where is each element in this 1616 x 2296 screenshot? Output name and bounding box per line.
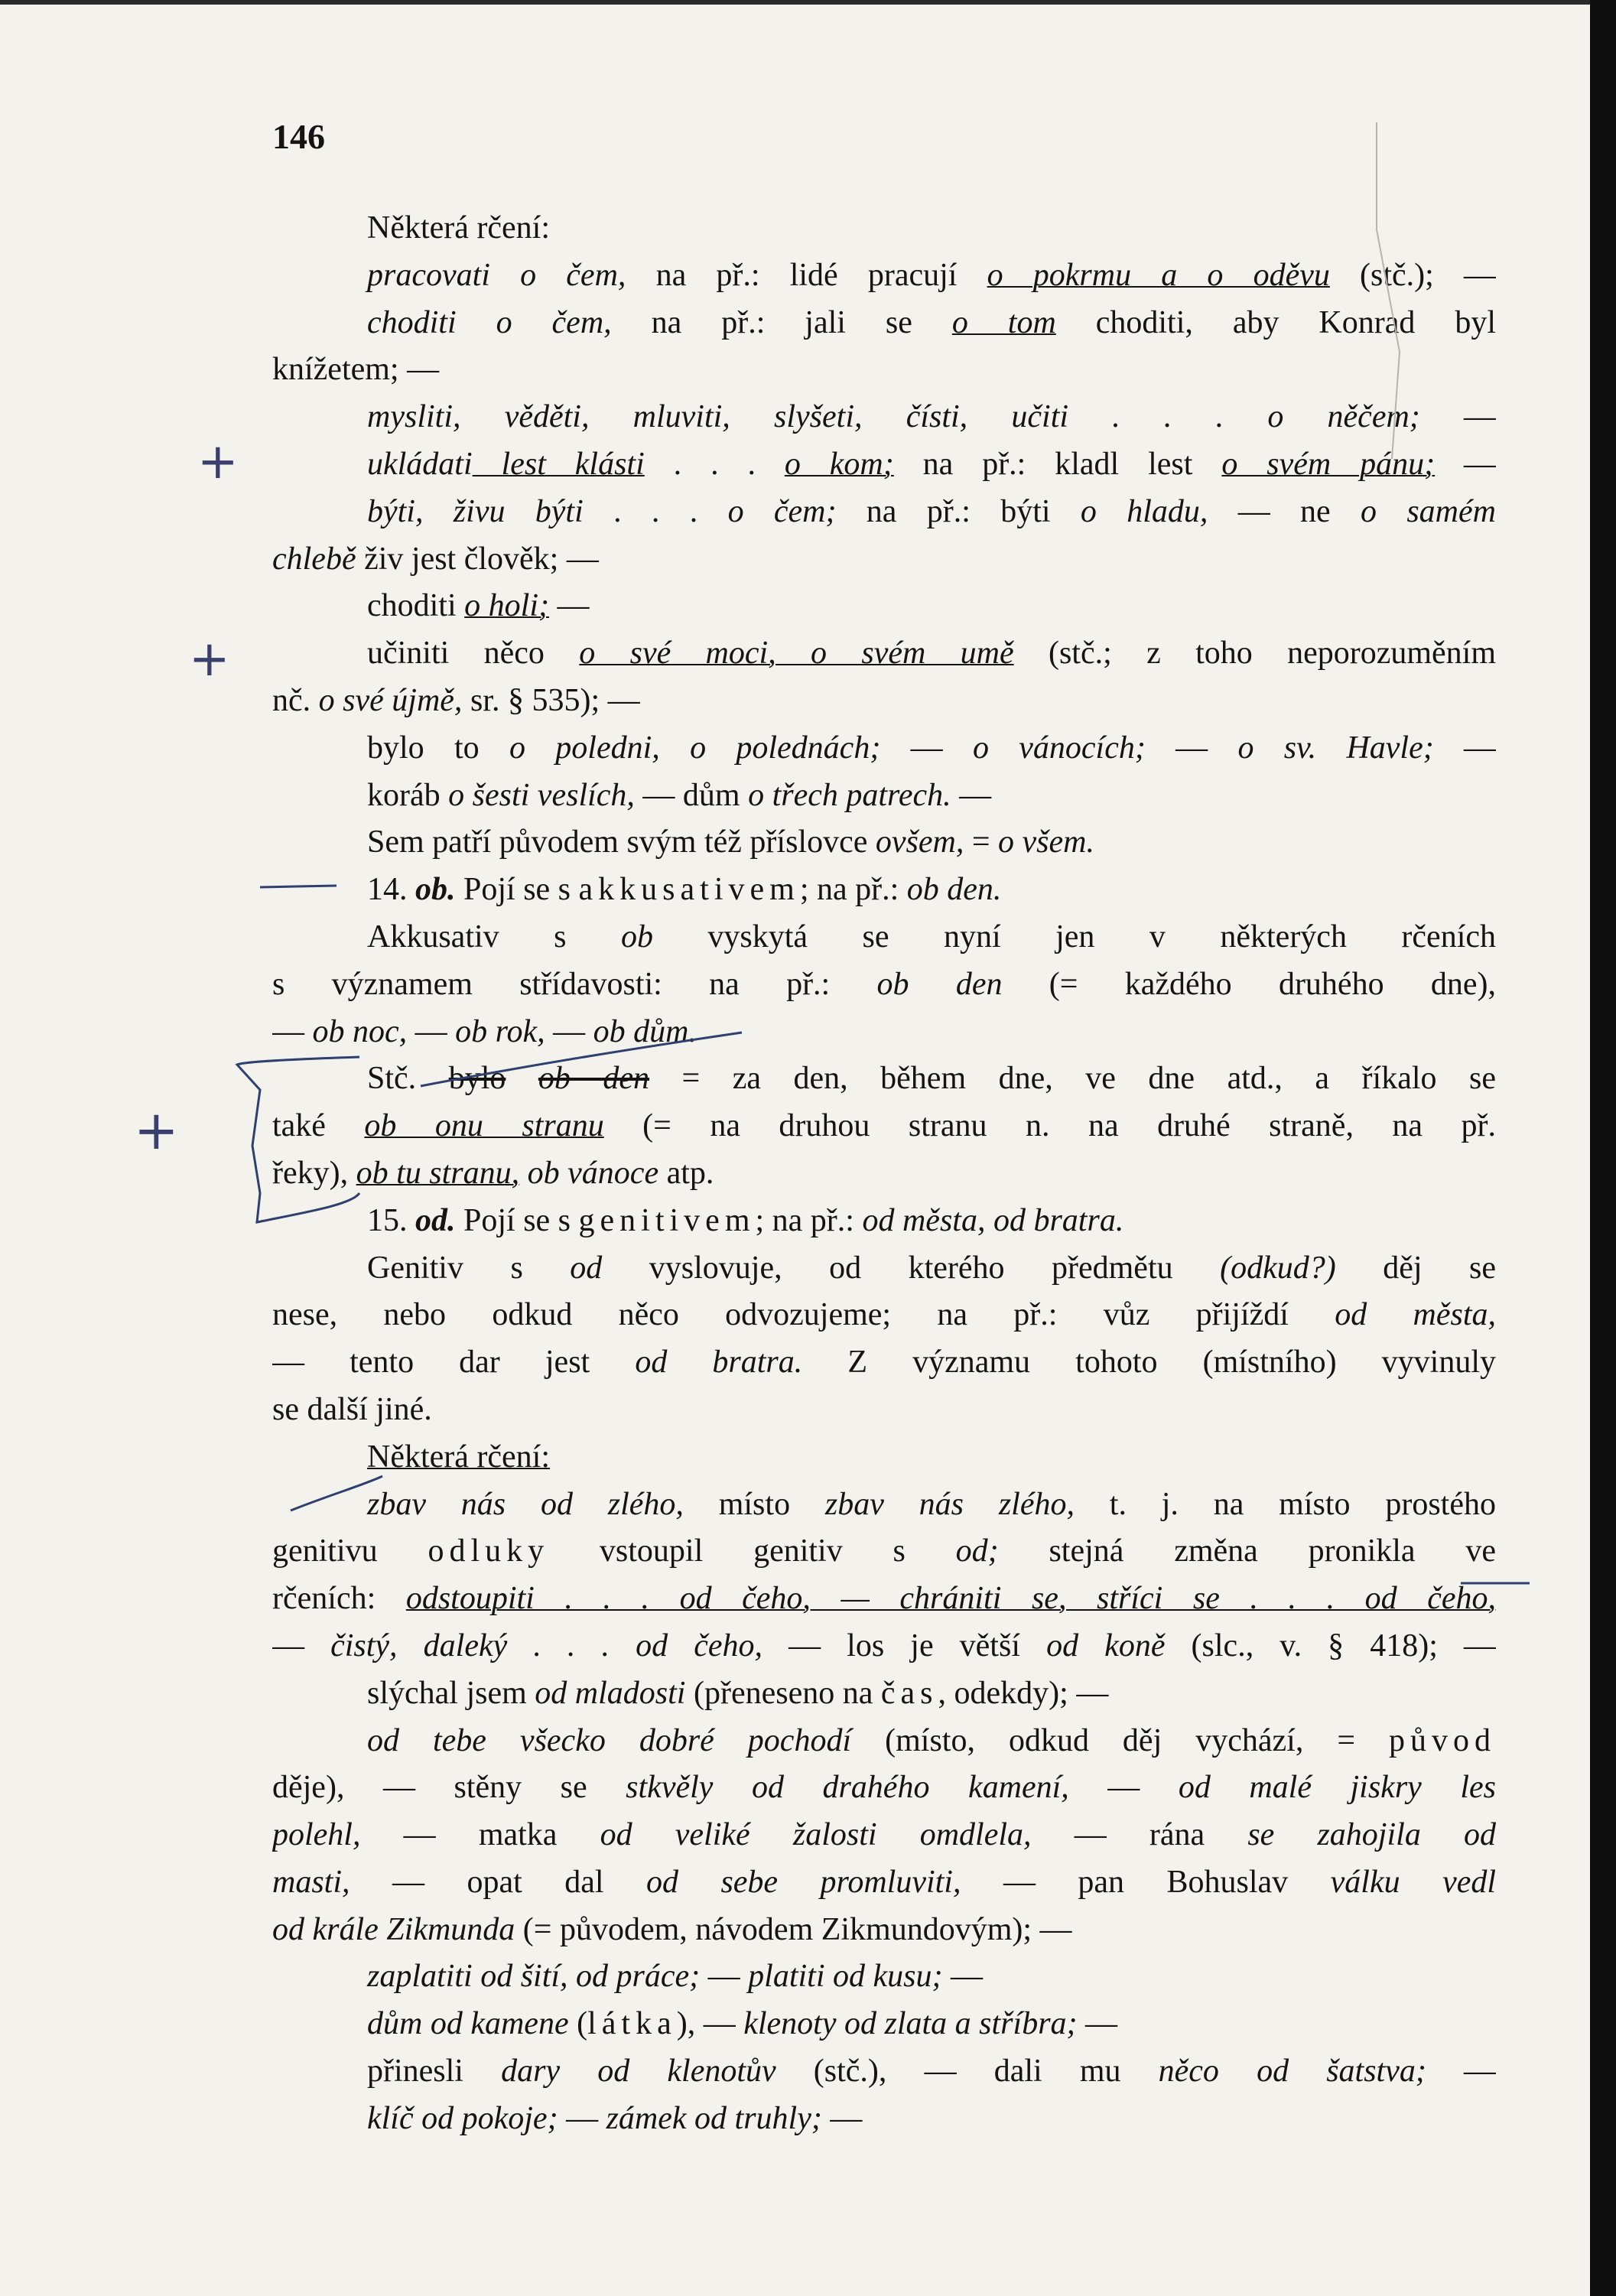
text-segment: ; na př.:: [755, 1202, 863, 1238]
page-number: 146: [272, 117, 325, 156]
text-segment: čas: [880, 1675, 938, 1711]
text-line: [272, 1812, 1496, 1859]
text-segment: zaplatiti od šití, od práce;: [367, 1959, 701, 1995]
text-segment: o čem;: [727, 493, 837, 529]
text-segment: látka: [587, 2006, 677, 2042]
text-segment: od malé jiskry les: [1178, 1770, 1496, 1806]
text-segment: o samém: [1361, 493, 1496, 529]
text-line: [272, 489, 1496, 536]
text-line: [272, 1009, 1496, 1056]
text-segment: Akkusativ s: [367, 919, 621, 954]
text-segment: (: [568, 2006, 588, 2042]
text-line: [272, 1198, 1496, 1245]
text-segment: ukládati: [367, 446, 473, 482]
text-segment: od mladosti: [535, 1675, 686, 1711]
text-segment: Některá rčení:: [367, 1439, 551, 1475]
text-segment: učiniti něco: [367, 636, 580, 672]
text-segment: choditi: [367, 588, 465, 624]
text-line: [272, 1150, 1496, 1198]
text-line: [272, 2096, 1496, 2143]
text-line: [272, 1718, 1496, 1765]
text-segment: —: [272, 1628, 331, 1663]
text-segment: genitivem: [578, 1202, 756, 1238]
text-line: [272, 1528, 1496, 1576]
text-segment: sr. § 535); —: [462, 682, 640, 718]
text-segment: od tebe všecko dobré pochodí: [367, 1722, 852, 1758]
text-segment: —: [821, 2100, 863, 2136]
text-segment: s významem střídavosti: na př.:: [272, 966, 877, 1002]
text-segment: rčeních:: [272, 1581, 406, 1617]
text-segment: živ jest člověk; —: [356, 541, 599, 577]
text-segment: —: [1145, 730, 1238, 766]
text-segment: ob den: [876, 966, 1003, 1002]
text-line: [272, 1339, 1496, 1387]
text-segment: —: [880, 730, 973, 766]
text-segment: ovšem,: [875, 824, 964, 860]
text-line: [272, 1576, 1496, 1623]
text-segment: —: [1435, 446, 1496, 482]
text-segment: o své moci, o svém umě: [579, 636, 1014, 672]
text-segment: o své újmě,: [318, 682, 463, 718]
text-segment: —: [1419, 399, 1496, 435]
text-line: [272, 1953, 1496, 2001]
text-segment: Pojí se s: [455, 1202, 579, 1238]
text-line: [272, 394, 1496, 441]
text-segment: býti, živu býti: [367, 493, 584, 529]
text-segment: [506, 1061, 538, 1096]
text-segment: ob den.: [906, 872, 1002, 908]
text-segment: o svém pánu;: [1221, 446, 1436, 482]
text-segment: platiti od kusu;: [748, 1959, 943, 1995]
text-segment: stejná změna pronikla ve: [998, 1533, 1496, 1569]
text-segment: přinesli: [367, 2054, 502, 2089]
text-segment: mysliti, věděti, mluviti, slyšeti, čísti, učiti . . . o něčem;: [367, 399, 1420, 435]
text-segment: bylo to: [367, 730, 509, 766]
text-segment: válku vedl: [1330, 1864, 1496, 1900]
text-segment: (= každého druhého dne),: [1002, 966, 1496, 1002]
text-segment: něco od šatstva;: [1158, 2054, 1426, 2089]
text-segment: se další jiné.: [272, 1391, 432, 1427]
text-segment: ob.: [415, 872, 456, 908]
text-segment: . . .: [644, 446, 785, 482]
margin-cross: +: [134, 1099, 179, 1162]
text-segment: [519, 1156, 528, 1191]
text-segment: ob rok,: [455, 1013, 545, 1049]
text-segment: (stč.), — dali mu: [775, 2054, 1159, 2089]
text-segment: (odkud?): [1220, 1250, 1336, 1286]
text-segment: také: [272, 1108, 365, 1144]
text-segment: na př.: jali se: [611, 304, 952, 340]
text-segment: na př.: býti: [836, 493, 1081, 529]
text-segment: koráb: [367, 777, 449, 813]
text-segment: od.: [415, 1202, 456, 1238]
text-segment: ob vánoce: [527, 1155, 659, 1191]
text-segment: ), —: [676, 2006, 744, 2042]
text-segment: od: [570, 1250, 603, 1286]
text-segment: o tom: [951, 304, 1056, 340]
text-segment: — rána: [1031, 1817, 1248, 1853]
text-segment: —: [272, 1013, 313, 1049]
text-segment: chlebě: [272, 541, 356, 577]
text-segment: choditi, aby Konrad byl: [1055, 304, 1496, 340]
text-segment: bylo: [448, 1061, 506, 1097]
text-segment: o poledni, o polednách;: [509, 730, 881, 766]
text-segment: ob den: [538, 1061, 650, 1097]
text-segment: řeky),: [272, 1155, 356, 1191]
text-segment: ob: [620, 919, 653, 954]
text-line: [272, 1245, 1496, 1293]
text-segment: —: [1426, 2054, 1496, 2089]
text-segment: —: [1433, 730, 1496, 766]
text-line: [272, 1055, 1496, 1103]
text-segment: původ: [1389, 1722, 1496, 1758]
text-segment: na př.: lidé pracují: [626, 257, 987, 293]
text-segment: —: [407, 1013, 456, 1049]
text-segment: odstoupiti . . . od čeho, — chrániti se, stříci se . . . od čeho,: [405, 1581, 1496, 1617]
text-block: [272, 205, 1496, 2143]
text-segment: od veliké žalosti omdlela,: [600, 1817, 1032, 1853]
text-segment: ob tu stranu,: [356, 1155, 520, 1191]
text-segment: zbav nás od zlého,: [367, 1486, 684, 1522]
text-line: [272, 678, 1496, 725]
text-line: [272, 252, 1496, 300]
text-segment: ob dům.: [593, 1013, 697, 1049]
text-segment: = za den, během dne, ve dne atd., a říkalo se: [649, 1061, 1496, 1097]
text-segment: pracovati o čem,: [367, 257, 626, 293]
text-segment: Některá rčení:: [367, 210, 551, 246]
text-segment: vyslovuje, od kterého předmětu: [602, 1250, 1221, 1286]
text-segment: dům od kamene: [367, 2006, 569, 2042]
text-segment: (místo, odkud děj vychází, =: [851, 1722, 1389, 1758]
text-segment: od města, od bratra.: [862, 1202, 1124, 1238]
text-segment: na př.: kladl lest: [893, 446, 1222, 482]
text-segment: o všem.: [998, 824, 1094, 860]
text-segment: ; na př.:: [799, 872, 907, 908]
text-segment: dary od klenotův: [501, 2054, 776, 2089]
text-segment: —: [700, 1959, 749, 1995]
text-line: [272, 1103, 1496, 1150]
text-line: [272, 914, 1496, 961]
text-segment: =: [964, 824, 999, 860]
text-segment: (stč.); —: [1329, 257, 1496, 293]
text-segment: o kom;: [784, 446, 894, 482]
text-segment: Stč.: [367, 1061, 449, 1097]
text-segment: —: [558, 2100, 606, 2136]
text-segment: děje), — stěny se: [272, 1770, 626, 1806]
text-segment: o holi;: [464, 588, 549, 624]
text-segment: o šesti veslích,: [448, 777, 635, 813]
text-segment: lest klásti: [472, 446, 645, 482]
text-segment: polehl,: [272, 1817, 361, 1853]
text-line: [272, 1481, 1496, 1529]
text-segment: zbav nás zlého,: [824, 1486, 1075, 1522]
text-segment: děj se: [1335, 1250, 1496, 1286]
text-segment: odluky: [428, 1533, 550, 1569]
text-segment: choditi o čem,: [367, 304, 612, 340]
text-line: [272, 536, 1496, 584]
text-segment: —: [1077, 2006, 1118, 2042]
text-line: [272, 961, 1496, 1009]
text-line: [272, 725, 1496, 772]
text-segment: zámek od truhly;: [606, 2100, 822, 2136]
text-segment: slýchal jsem: [367, 1675, 535, 1711]
text-segment: (slc., v. § 418); —: [1165, 1628, 1496, 1663]
text-segment: o třech patrech.: [748, 777, 951, 813]
text-line: [272, 441, 1496, 489]
text-line: [272, 867, 1496, 914]
text-segment: klenoty od zlata a stříbra;: [743, 2006, 1078, 2042]
text-segment: od krále Zikmunda: [272, 1911, 515, 1947]
text-segment: 14.: [367, 872, 415, 908]
text-segment: nese, nebo odkud něco odvozujeme; na př.: vůz přijíždí: [272, 1297, 1335, 1333]
text-segment: od;: [955, 1533, 999, 1569]
text-segment: —: [545, 1013, 593, 1049]
text-segment: Sem patří původem svým též příslovce: [367, 824, 876, 860]
margin-cross: +: [197, 434, 239, 490]
text-segment: od koně: [1046, 1628, 1166, 1663]
text-segment: o sv. Havle;: [1237, 730, 1434, 766]
text-segment: — tento dar jest: [272, 1345, 636, 1381]
text-segment: (= na druhou stranu n. na druhé straně, na př.: [603, 1108, 1496, 1144]
text-segment: t. j. na místo prostého: [1074, 1486, 1496, 1522]
text-segment: akkusativem: [578, 872, 800, 908]
text-line: [272, 2001, 1496, 2048]
text-line: [272, 1387, 1496, 1434]
text-segment: stkvěly od drahého kamení,: [626, 1770, 1069, 1806]
text-segment: místo: [683, 1486, 825, 1522]
text-segment: . . .: [583, 493, 728, 529]
text-line: [272, 630, 1496, 678]
text-segment: o vánocích;: [972, 730, 1146, 766]
text-segment: —: [951, 777, 992, 813]
text-line: [272, 583, 1496, 630]
text-segment: (přeneseno na: [685, 1675, 881, 1711]
text-segment: — dům: [634, 777, 749, 813]
text-segment: o hladu,: [1080, 493, 1208, 529]
text-segment: klíč od pokoje;: [367, 2100, 558, 2136]
text-line: [272, 2048, 1496, 2096]
text-segment: čistý, daleký . . . od čeho,: [330, 1628, 762, 1663]
text-segment: — los je větší: [762, 1628, 1047, 1663]
text-segment: knížetem; —: [272, 352, 440, 388]
text-line: [272, 1859, 1496, 1907]
text-segment: —: [1068, 1770, 1179, 1806]
text-segment: se zahojila od: [1247, 1817, 1496, 1853]
text-segment: vstoupil genitiv s: [549, 1533, 956, 1569]
text-segment: genitivu: [272, 1533, 428, 1569]
text-segment: ob noc,: [312, 1013, 408, 1049]
text-segment: masti,: [272, 1864, 350, 1900]
text-segment: atp.: [658, 1155, 714, 1191]
text-segment: od bratra.: [635, 1345, 803, 1381]
text-line: [272, 346, 1496, 394]
text-segment: o pokrmu a o oděvu: [987, 257, 1330, 293]
text-line: [272, 1764, 1496, 1812]
text-segment: Genitiv s: [367, 1250, 571, 1286]
text-segment: — opat dal: [350, 1864, 646, 1900]
text-line: [272, 1434, 1496, 1481]
text-segment: vyskytá se nyní jen v některých rčeních: [652, 919, 1496, 954]
text-segment: — matka: [360, 1817, 600, 1853]
text-line: [272, 1907, 1496, 1954]
text-segment: 15.: [367, 1202, 415, 1238]
text-line: [272, 1292, 1496, 1339]
scan-edge-top: [0, 0, 1616, 5]
text-line: [272, 1623, 1496, 1670]
margin-cross: +: [189, 631, 230, 688]
text-line: [272, 205, 1496, 252]
text-line: [272, 300, 1496, 347]
text-segment: nč.: [272, 682, 319, 718]
text-segment: —: [548, 588, 590, 624]
text-segment: Z významu tohoto (místního) vyvinuly: [802, 1345, 1496, 1381]
text-segment: —: [942, 1959, 983, 1995]
text-segment: od města,: [1335, 1297, 1496, 1333]
text-line: [272, 1670, 1496, 1718]
text-segment: ob onu stranu: [364, 1108, 604, 1144]
text-segment: Pojí se s: [455, 872, 579, 908]
text-segment: (= původem, návodem Zikmundovým); —: [515, 1911, 1072, 1947]
text-line: [272, 772, 1496, 820]
text-segment: — ne: [1208, 493, 1361, 529]
scan-edge-right: [1590, 0, 1616, 2296]
text-line: [272, 819, 1496, 867]
text-segment: , odekdy); —: [938, 1675, 1109, 1711]
text-segment: — pan Bohuslav: [961, 1864, 1331, 1900]
text-segment: od sebe promluviti,: [645, 1864, 961, 1900]
text-segment: (stč.; z toho neporozuměním: [1013, 636, 1496, 672]
